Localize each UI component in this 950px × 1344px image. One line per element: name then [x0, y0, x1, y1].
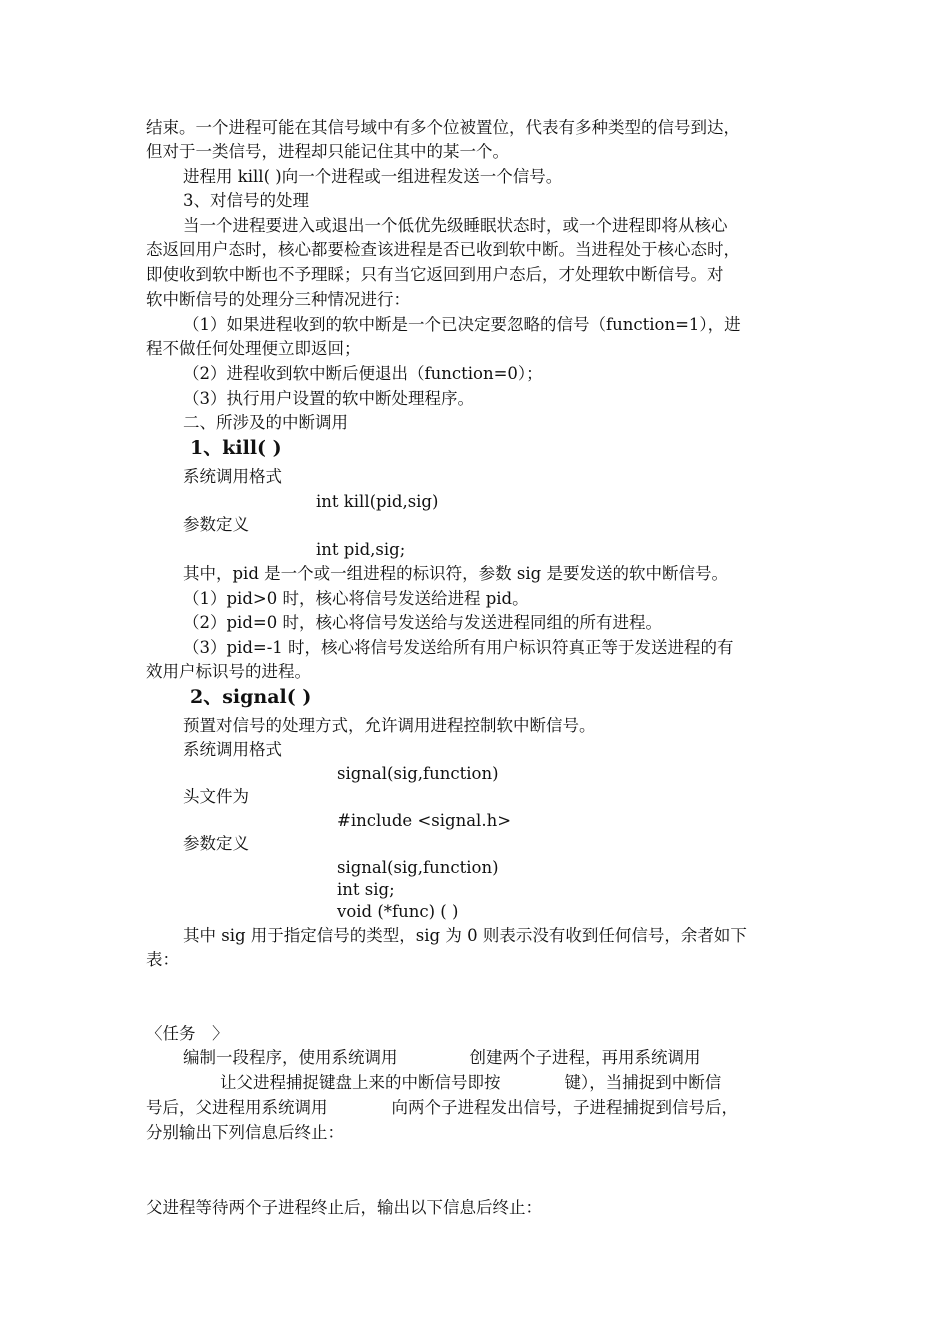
task-label: 〈任务 〉	[146, 1024, 229, 1043]
paragraph-line: 程不做任何处理便立即返回；	[146, 339, 361, 358]
task-text: 键），当捕捉到中断信	[564, 1073, 722, 1092]
code-line: #include <signal.h>	[337, 811, 512, 830]
paragraph-line: 其中 sig 用于指定信号的类型，sig 为 0 则表示没有收到任何信号，余者如下	[183, 926, 747, 945]
paragraph-line: 参数定义	[183, 834, 249, 853]
task-text: 创建两个子进程，再用系统调用	[469, 1048, 701, 1067]
paragraph-line: 进程用 kill( )向一个进程或一组进程发送一个信号。	[183, 167, 563, 186]
task-line: 分别输出下列信息后终止：	[146, 1123, 344, 1142]
code-line: int kill(pid,sig)	[316, 492, 439, 511]
list-item: （3）执行用户设置的软中断处理程序。	[183, 389, 474, 408]
code-line: signal(sig,function)	[337, 764, 499, 783]
paragraph-line: 参数定义	[183, 515, 249, 534]
list-item: （1）pid>0 时，核心将信号发送给进程 pid。	[183, 589, 529, 608]
paragraph-line: 即使收到软中断也不予理睬；只有当它返回到用户态后，才处理软中断信号。对	[146, 265, 724, 284]
paragraph-line: 结束。一个进程可能在其信号域中有多个位被置位，代表有多种类型的信号到达，	[146, 118, 740, 137]
list-item: （3）pid=-1 时，核心将信号发送给所有用户标识符真正等于发送进程的有	[183, 638, 734, 657]
code-line: void (*func) ( )	[337, 902, 459, 921]
list-item: （2）pid=0 时，核心将信号发送给与发送进程同组的所有进程。	[183, 613, 662, 632]
paragraph-line: 系统调用格式	[183, 740, 282, 759]
paragraph-line: 软中断信号的处理分三种情况进行：	[146, 290, 410, 309]
task-text: 编制一段程序，使用系统调用	[183, 1048, 398, 1067]
paragraph-line: 表：	[146, 950, 179, 969]
code-line: int pid,sig;	[316, 540, 406, 559]
paragraph-line: 系统调用格式	[183, 467, 282, 486]
task-line	[183, 1046, 701, 1070]
section-subtitle: 3、对信号的处理	[183, 191, 309, 210]
task-text: 号后，父进程用系统调用	[146, 1098, 328, 1117]
code-line: signal(sig,function)	[337, 858, 499, 877]
code-line: int sig;	[337, 880, 395, 899]
paragraph-line: 头文件为	[183, 787, 249, 806]
paragraph-line: 效用户标识号的进程。	[146, 662, 311, 681]
paragraph-line: 预置对信号的处理方式，允许调用进程控制软中断信号。	[183, 716, 596, 735]
heading-signal: 2、signal( )	[190, 686, 312, 708]
list-item: （2）进程收到软中断后便退出（function=0）；	[183, 364, 543, 383]
heading-kill: 1、kill( )	[190, 437, 282, 459]
task-line: 父进程等待两个子进程终止后，输出以下信息后终止：	[146, 1198, 542, 1217]
list-item: （1）如果进程收到的软中断是一个已决定要忽略的信号（function=1），进	[183, 315, 741, 334]
task-line	[220, 1071, 721, 1095]
task-text: 向两个子进程发出信号，子进程捕捉到信号后，	[391, 1098, 738, 1117]
paragraph-line: 当一个进程要进入或退出一个低优先级睡眠状态时，或一个进程即将从核心	[183, 216, 728, 235]
paragraph-line: 态返回用户态时，核心都要检查该进程是否已收到软中断。当进程处于核心态时，	[146, 240, 740, 259]
section-title: 二、所涉及的中断调用	[183, 413, 348, 432]
task-line	[146, 1096, 738, 1120]
paragraph-line: 但对于一类信号，进程却只能记住其中的某一个。	[146, 142, 509, 161]
task-text: 让父进程捕捉键盘上来的中断信号即按	[220, 1073, 501, 1092]
paragraph-line: 其中，pid 是一个或一组进程的标识符，参数 sig 是要发送的软中断信号。	[183, 564, 728, 583]
